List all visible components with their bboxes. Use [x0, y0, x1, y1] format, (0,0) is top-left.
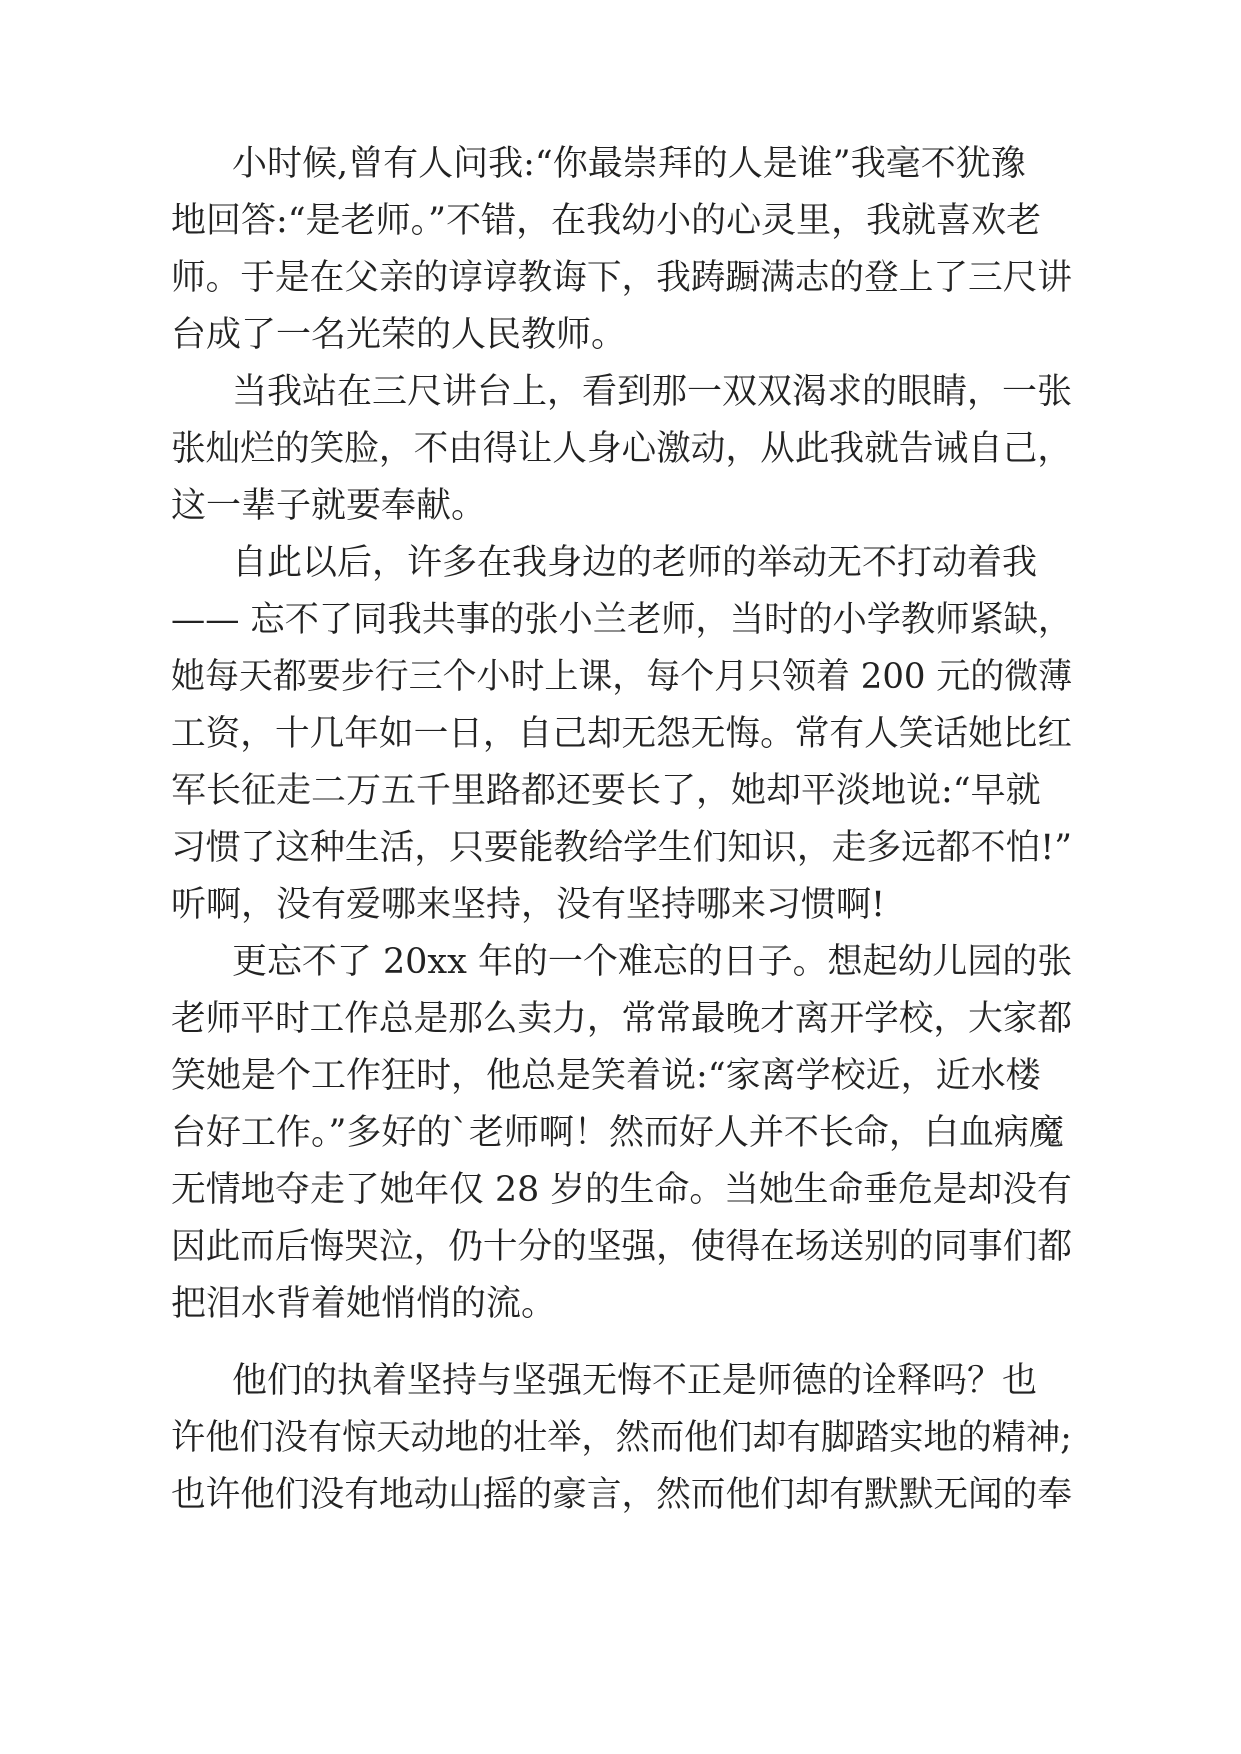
paragraph-line: 无情地夺走了她年仅 28 岁的生命。当她生命垂危是却没有	[171, 1170, 1072, 1210]
paragraph-line: 军长征走二万五千里路都还要长了，她却平淡地说:“早就	[171, 771, 1041, 811]
paragraph-line: 把泪水背着她悄悄的流。	[171, 1284, 557, 1324]
paragraph-line: 更忘不了 20xx 年的一个难忘的日子。想起幼儿园的张	[232, 942, 1073, 982]
paragraph-line: 这一辈子就要奉献。	[171, 486, 487, 526]
paragraph-line: 也许他们没有地动山摇的豪言，然而他们却有默默无闻的奉	[171, 1475, 1073, 1515]
paragraph-line: 老师平时工作总是那么卖力，常常最晚才离开学校，大家都	[171, 999, 1073, 1039]
paragraph-line: 许他们没有惊天动地的壮举，然而他们却有脚踏实地的精神;	[171, 1418, 1072, 1458]
paragraph-line: 她每天都要步行三个小时上课，每个月只领着 200 元的微薄	[171, 657, 1073, 697]
paragraph-line: 地回答:“是老师。”不错，在我幼小的心灵里，我就喜欢老	[171, 201, 1042, 241]
paragraph-line: 当我站在三尺讲台上，看到那一双双渴求的眼睛，一张	[232, 372, 1073, 412]
paragraph-line: —— 忘不了同我共事的张小兰老师，当时的小学教师紧缺，	[171, 600, 1073, 640]
paragraph-line: 工资，十几年如一日，自己却无怨无悔。常有人笑话她比红	[171, 714, 1073, 754]
paragraph-line: 台好工作。”多好的`老师啊！然而好人并不长命，白血病魔	[171, 1113, 1064, 1153]
paragraph-line: 听啊，没有爱哪来坚持，没有坚持哪来习惯啊!	[171, 885, 886, 925]
paragraph-line: 小时候,曾有人问我:“你最崇拜的人是谁”我毫不犹豫	[232, 144, 1026, 184]
paragraph-line: 习惯了这种生活，只要能教给学生们知识，走多远都不怕!”	[171, 828, 1072, 868]
paragraph-line: 笑她是个工作狂时，他总是笑着说:“家离学校近，近水楼	[171, 1056, 1041, 1096]
paragraph-line: 因此而后悔哭泣，仍十分的坚强，使得在场送别的同事们都	[171, 1227, 1073, 1267]
paragraph-line: 他们的执着坚持与坚强无悔不正是师德的诠释吗？也	[232, 1361, 1038, 1401]
paragraph-line: 台成了一名光荣的人民教师。	[171, 315, 627, 355]
paragraph-line: 张灿烂的笑脸，不由得让人身心激动，从此我就告诫自己，	[171, 429, 1073, 469]
paragraph-line: 师。于是在父亲的谆谆教诲下，我踌蹰满志的登上了三尺讲	[171, 258, 1073, 298]
paragraph-line: 自此以后，许多在我身边的老师的举动无不打动着我	[232, 543, 1038, 583]
